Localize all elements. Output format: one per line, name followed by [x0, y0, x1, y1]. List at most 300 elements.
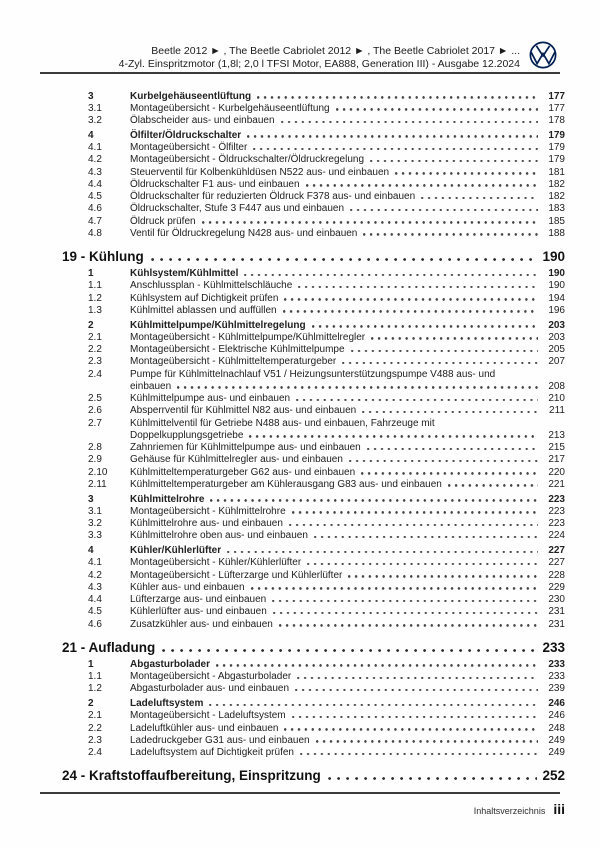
entry-line [130, 191, 565, 203]
entry-title: Abgasturbolader aus- und einbauen [130, 683, 290, 695]
entry-page-number: 207 [548, 356, 565, 368]
entry-title: Kühlmitteltemperaturgeber G62 aus- und einbauen [130, 466, 356, 478]
entry-number: 4.7 [88, 215, 102, 227]
entry-page-number: 179 [548, 142, 565, 153]
entry-page-number: 220 [548, 466, 565, 478]
entry-number: 4.4 [88, 594, 102, 605]
dot-leader [362, 411, 538, 414]
entry-line [130, 320, 565, 332]
entry-page-number: 224 [548, 530, 565, 542]
toc-chapter-row [40, 768, 565, 784]
entry-title: Kühlmittelrohre [130, 493, 205, 505]
entry-number: 2.2 [88, 344, 102, 355]
dot-leader [314, 536, 538, 539]
entry-page-number: 190 [548, 280, 565, 292]
footer-section-label: Inhaltsverzeichnis [473, 806, 546, 816]
entry-title: Kühlmitteltemperaturgeber am Kühlerausgang G83 aus- und einbauen [130, 478, 442, 490]
footer-divider [40, 792, 560, 794]
chapter-page-number: 233 [542, 639, 565, 655]
entry-number: 3.1 [88, 102, 102, 114]
dot-leader [227, 551, 538, 554]
toc-entry [40, 268, 565, 280]
dot-leader [307, 563, 538, 566]
entry-title: Öldruck prüfen [130, 215, 196, 227]
entry-title: Montageübersicht - Lüfterzarge und Kühlerlüfter [130, 569, 343, 581]
entry-title: Montageübersicht - Ölfilter [130, 142, 248, 153]
entry-page-number: 249 [548, 747, 565, 758]
entry-title: Kühlmittelrohre oben aus- und einbauen [130, 530, 308, 542]
toc-entry [40, 619, 565, 631]
entry-page-number: 179 [548, 154, 565, 166]
vw-logo-icon [529, 41, 557, 69]
toc-entry [40, 356, 565, 368]
dot-leader [350, 209, 538, 212]
toc-entry [40, 344, 565, 356]
dot-leader [298, 286, 538, 289]
dot-leader [295, 689, 538, 692]
toc-entry [40, 467, 565, 479]
entry-line [130, 518, 565, 530]
entry-line [130, 393, 565, 405]
entry-number: 4.8 [88, 227, 102, 239]
entry-number: 2.4 [88, 368, 102, 380]
dot-leader [244, 274, 538, 277]
entry-line [130, 115, 565, 127]
entry-title: Kühlmittel ablassen und auffüllen [130, 304, 277, 316]
toc-entry [40, 167, 565, 179]
dot-leader [151, 258, 537, 261]
dot-leader [257, 96, 538, 99]
entry-title: Anschlussplan - Kühlmittelschläuche [130, 280, 293, 292]
entry-title: Ladeluftsystem auf Dichtigkeit prüfen [130, 747, 294, 758]
entry-title: Ölfilter/Öldruckschalter [130, 129, 242, 141]
entry-line [130, 619, 565, 631]
toc-entry [40, 293, 565, 305]
entry-number: 2.1 [88, 710, 102, 722]
entry-page-number: 246 [548, 710, 565, 722]
entry-title: Kühlmittelrohre aus- und einbauen [130, 518, 283, 529]
toc-entry [40, 698, 565, 710]
toc-entry [40, 305, 565, 317]
entry-page-number: 248 [548, 722, 565, 734]
entry-title: Öldruckschalter F1 aus- und einbauen [130, 178, 300, 190]
entry-page-number: 227 [548, 545, 565, 556]
dot-leader [292, 511, 538, 514]
entry-title: Kühlsystem auf Dichtigkeit prüfen [130, 292, 279, 304]
entry-line [130, 293, 565, 305]
entry-number: 4.2 [88, 154, 102, 166]
entry-title: Ladedruckgeber G31 aus- und einbauen [130, 734, 310, 746]
dot-leader [448, 484, 538, 487]
entry-page-number: 188 [548, 227, 565, 239]
entry-title: Lüfterzarge aus- und einbauen [130, 594, 267, 605]
entry-line [130, 530, 565, 542]
entry-title: Montageübersicht - Kühlmittelrohre [130, 505, 286, 517]
entry-page-number: 217 [548, 454, 565, 466]
entry-line [130, 268, 565, 280]
toc-entry [40, 747, 565, 759]
entry-page-number: 213 [548, 429, 565, 441]
dot-leader [292, 716, 538, 719]
entry-number: 1.2 [88, 683, 102, 695]
entry-line [130, 671, 565, 683]
entry-line [130, 405, 565, 417]
toc-entry [40, 280, 565, 292]
entry-number: 4.4 [88, 178, 102, 190]
dot-leader [283, 310, 538, 313]
toc-chapter-row [40, 640, 565, 656]
entry-title: Abgasturbolader [130, 658, 211, 670]
footer-page-number: iii [553, 801, 565, 817]
dot-leader [249, 435, 538, 438]
entry-title: Montageübersicht - Kühlmitteltemperaturgeber [130, 356, 337, 368]
entry-line [130, 582, 565, 594]
toc-entry [40, 393, 565, 405]
toc-entry [40, 683, 565, 695]
entry-line [130, 280, 565, 292]
dot-leader [316, 740, 538, 743]
toc-entry [40, 191, 565, 203]
entry-page-number: 183 [548, 203, 565, 215]
entry-line [130, 369, 565, 381]
toc-entry [40, 179, 565, 191]
toc-entry [40, 671, 565, 683]
entry-line [130, 494, 565, 506]
entry-title: Montageübersicht - Kurbelgehäuseentlüftung [130, 102, 330, 114]
entry-number: 4.6 [88, 618, 102, 630]
entry-number: 4.1 [88, 142, 102, 153]
entry-line [130, 467, 565, 479]
toc-entry [40, 545, 565, 557]
entry-number: 1 [88, 658, 94, 670]
entry-line [130, 418, 565, 430]
dot-leader [336, 108, 538, 111]
entry-number: 3.2 [88, 518, 102, 529]
chapter-title: 21 - Aufladung [62, 639, 156, 655]
entry-number: 4 [88, 129, 94, 141]
entry-number: 2.5 [88, 393, 102, 404]
entry-title: Montageübersicht - Öldruckschalter/Öldruckregelung [130, 154, 364, 166]
toc-entry [40, 130, 565, 142]
entry-line [130, 570, 565, 582]
toc-entry [40, 570, 565, 582]
entry-page-number: 231 [548, 618, 565, 630]
dot-leader [209, 704, 538, 707]
entry-number: 2.7 [88, 417, 102, 429]
header-model-line: Beetle 2012 ► , The Beetle Cabriolet 2012 ► , The Beetle Cabriolet 2017 ► ... [151, 45, 520, 57]
entry-line [130, 506, 565, 518]
entry-number: 1.1 [88, 671, 102, 682]
entry-line [130, 228, 565, 240]
entry-line [130, 442, 565, 454]
dot-leader [289, 524, 538, 527]
entry-page-number: 203 [548, 319, 565, 331]
entry-title: Öldruckschalter, Stufe 3 F447 aus und einbauen [130, 203, 345, 215]
toc-entry [40, 154, 565, 166]
entry-line [130, 710, 565, 722]
toc-entry [40, 115, 565, 127]
entry-title: Montageübersicht - Ladeluftsystem [130, 710, 286, 722]
entry-line [130, 216, 565, 228]
entry-title: Zahnriemen für Kühlmittelpumpe aus- und einbauen [130, 442, 361, 453]
entry-page-number: 181 [548, 166, 565, 178]
entry-number: 4.3 [88, 166, 102, 178]
entry-page-number: 249 [548, 734, 565, 746]
entry-line [130, 179, 565, 191]
entry-number: 4.3 [88, 581, 102, 593]
dot-leader [363, 233, 538, 236]
header-engine-line: 4-Zyl. Einspritzmotor (1,8l; 2,0 l TFSI Motor, EA888, Generation III) - Ausgabe 12.2024 [118, 58, 520, 70]
dot-leader [351, 350, 538, 353]
entry-page-number: 203 [548, 331, 565, 343]
entry-number: 4.6 [88, 203, 102, 215]
toc-entry [40, 418, 565, 443]
dot-leader [342, 362, 538, 365]
entry-page-number: 182 [548, 191, 565, 202]
entry-title: Kühler/Kühlerlüfter [130, 545, 222, 556]
entry-title: Montageübersicht - Kühler/Kühlerlüfter [130, 557, 302, 569]
toc-entry [40, 142, 565, 154]
entry-page-number: 223 [548, 505, 565, 517]
entry-number: 1.1 [88, 280, 102, 292]
entry-page-number: 179 [548, 129, 565, 141]
entry-title: Steuerventil für Kolbenkühldüsen N522 aus- und einbauen [130, 166, 390, 178]
toc-entry [40, 582, 565, 594]
entry-number: 2.6 [88, 405, 102, 417]
entry-page-number: 246 [548, 698, 565, 709]
entry-title-continued: einbauen [130, 380, 172, 392]
entry-title: Kurbelgehäuseentlüftung [130, 90, 252, 102]
entry-line [130, 142, 565, 154]
entry-number: 2.1 [88, 331, 102, 343]
entry-number: 2.11 [88, 478, 107, 490]
dot-leader [251, 587, 538, 590]
entry-page-number: 196 [548, 304, 565, 316]
entry-line [130, 683, 565, 695]
entry-title: Absperrventil für Kühlmittel N82 aus- und einbauen [130, 405, 357, 417]
entry-line [130, 698, 565, 710]
entry-page-number: 227 [548, 557, 565, 569]
entry-line-continued [130, 381, 565, 393]
entry-line [130, 130, 565, 142]
entry-page-number: 229 [548, 581, 565, 593]
toc-entry [40, 710, 565, 722]
entry-line [130, 154, 565, 166]
entry-number: 3.2 [88, 115, 102, 126]
dot-leader [284, 298, 538, 301]
toc-entry [40, 494, 565, 506]
toc-entry [40, 91, 565, 103]
dot-leader [300, 753, 538, 756]
dot-leader [284, 728, 538, 731]
entry-page-number: 177 [548, 90, 565, 102]
entry-number: 2 [88, 698, 94, 709]
entry-number: 3.1 [88, 505, 102, 517]
dot-leader [296, 399, 538, 402]
entry-page-number: 233 [548, 671, 565, 682]
entry-number: 3 [88, 90, 94, 102]
entry-page-number: 215 [548, 442, 565, 453]
entry-page-number: 205 [548, 344, 565, 355]
entry-number: 4.5 [88, 191, 102, 202]
entry-page-number: 233 [548, 658, 565, 670]
dot-leader [297, 677, 538, 680]
dot-leader [371, 337, 538, 340]
entry-page-number: 177 [548, 102, 565, 114]
dot-leader [367, 448, 538, 451]
entry-page-number: 208 [548, 380, 565, 392]
entry-page-number: 178 [548, 115, 565, 126]
toc-chapter-row [40, 249, 565, 265]
toc-entry [40, 518, 565, 530]
toc-entry [40, 723, 565, 735]
entry-number: 1 [88, 268, 94, 279]
toc-entry [40, 332, 565, 344]
entry-number: 3.3 [88, 530, 102, 542]
toc-entry [40, 203, 565, 215]
entry-page-number: 223 [548, 518, 565, 529]
dot-leader [349, 460, 538, 463]
chapter-page-number: 252 [542, 768, 565, 784]
toc-entry [40, 506, 565, 518]
entry-page-number: 194 [548, 292, 565, 304]
entry-line [130, 723, 565, 735]
entry-number: 4.2 [88, 569, 102, 581]
entry-title: Kühlmittelpumpe aus- und einbauen [130, 393, 291, 404]
entry-page-number: 211 [549, 405, 565, 417]
dot-leader [216, 664, 538, 667]
entry-line [130, 454, 565, 466]
toc-entry [40, 405, 565, 417]
entry-line [130, 606, 565, 618]
entry-line [130, 747, 565, 759]
toc-entry [40, 735, 565, 747]
toc-entry [40, 659, 565, 671]
entry-page-number: 182 [548, 178, 565, 190]
dot-leader [361, 472, 538, 475]
entry-page-number: 223 [548, 493, 565, 505]
entry-number: 1.3 [88, 304, 102, 316]
dot-leader [395, 172, 538, 175]
entry-page-number: 221 [548, 478, 565, 490]
entry-title: Ladeluftsystem [130, 698, 204, 709]
entry-title: Gehäuse für Kühlmittelregler aus- und einbauen [130, 454, 343, 466]
chapter-page-number: 190 [542, 249, 565, 264]
entry-number: 2.3 [88, 734, 102, 746]
toc-entry [40, 557, 565, 569]
toc-entry [40, 216, 565, 228]
entry-title: Kühler aus- und einbauen [130, 581, 245, 593]
dot-leader [370, 160, 538, 163]
entry-number: 2.4 [88, 747, 102, 758]
entry-page-number: 210 [548, 393, 565, 404]
entry-title-continued: Doppelkupplungsgetriebe [130, 429, 244, 441]
entry-number: 2.3 [88, 356, 102, 368]
entry-title: Montageübersicht - Kühlmittelpumpe/Kühlmittelregler [130, 331, 366, 343]
entry-title: Ölabscheider aus- und einbauen [130, 115, 275, 126]
dot-leader [253, 148, 538, 151]
dot-leader [279, 624, 538, 627]
entry-page-number: 231 [548, 606, 565, 618]
chapter-title: 24 - Kraftstoffaufbereitung, Einspritzung [62, 768, 321, 784]
entry-line-continued [130, 430, 565, 442]
entry-title: Kühlsystem/Kühlmittel [130, 268, 239, 279]
dot-leader [162, 649, 537, 652]
entry-title: Kühlmittelventil für Getriebe N488 aus- und einbauen, Fahrzeuge mit [130, 417, 435, 429]
entry-page-number: 239 [548, 683, 565, 695]
entry-title: Zusatzkühler aus- und einbauen [130, 618, 273, 630]
entry-title: Montageübersicht - Abgasturbolader [130, 671, 292, 682]
page-footer [474, 801, 565, 817]
entry-line [130, 545, 565, 557]
toc-entry [40, 594, 565, 606]
entry-number: 2.2 [88, 722, 102, 734]
entry-title: Öldruckschalter für reduzierten Öldruck F378 aus- und einbauen [130, 191, 416, 202]
entry-line [130, 305, 565, 317]
entry-title: Ladeluftkühler aus- und einbauen [130, 722, 279, 734]
entry-number: 1.2 [88, 292, 102, 304]
dot-leader [202, 221, 538, 224]
entry-number: 4.5 [88, 606, 102, 618]
entry-number: 2.10 [88, 466, 108, 478]
dot-leader [328, 777, 537, 780]
entry-line [130, 203, 565, 215]
dot-leader [348, 575, 538, 578]
entry-page-number: 190 [548, 268, 565, 279]
toc-entry [40, 103, 565, 115]
toc-entry [40, 606, 565, 618]
toc-entry [40, 530, 565, 542]
dot-leader [421, 197, 538, 200]
entry-line [130, 557, 565, 569]
header-divider [40, 72, 560, 74]
entry-line [130, 356, 565, 368]
entry-number: 3 [88, 493, 94, 505]
entry-title: Montageübersicht - Elektrische Kühlmittelpumpe [130, 344, 345, 355]
entry-line [130, 103, 565, 115]
entry-line [130, 479, 565, 491]
entry-title: Kühlmittelpumpe/Kühlmittelregelung [130, 319, 306, 331]
dot-leader [210, 499, 538, 502]
entry-title: Kühlerlüfter aus- und einbauen [130, 606, 267, 618]
entry-title: Pumpe für Kühlmittelnachlauf V51 / Heizungsunterstützungspumpe V488 aus- und [130, 368, 496, 380]
dot-leader [312, 325, 538, 328]
entry-line [130, 659, 565, 671]
entry-page-number: 228 [548, 569, 565, 581]
entry-number: 2 [88, 319, 94, 331]
toc-entry [40, 228, 565, 240]
entry-line [130, 91, 565, 103]
entry-number: 2.8 [88, 442, 102, 453]
entry-line [130, 167, 565, 179]
toc [40, 88, 565, 787]
entry-number: 2.9 [88, 454, 102, 466]
chapter-title: 19 - Kühlung [62, 249, 144, 264]
entry-page-number: 185 [548, 215, 565, 227]
entry-title: Ventil für Öldruckregelung N428 aus- und einbauen [130, 227, 358, 239]
toc-entry [40, 454, 565, 466]
dot-leader [281, 121, 538, 124]
dot-leader [306, 184, 538, 187]
dot-leader [177, 386, 538, 389]
entry-number: 4 [88, 545, 94, 556]
entry-line [130, 332, 565, 344]
entry-line [130, 594, 565, 606]
entry-line [130, 735, 565, 747]
toc-entry [40, 369, 565, 394]
entry-number: 4.1 [88, 557, 102, 569]
entry-line [130, 344, 565, 356]
